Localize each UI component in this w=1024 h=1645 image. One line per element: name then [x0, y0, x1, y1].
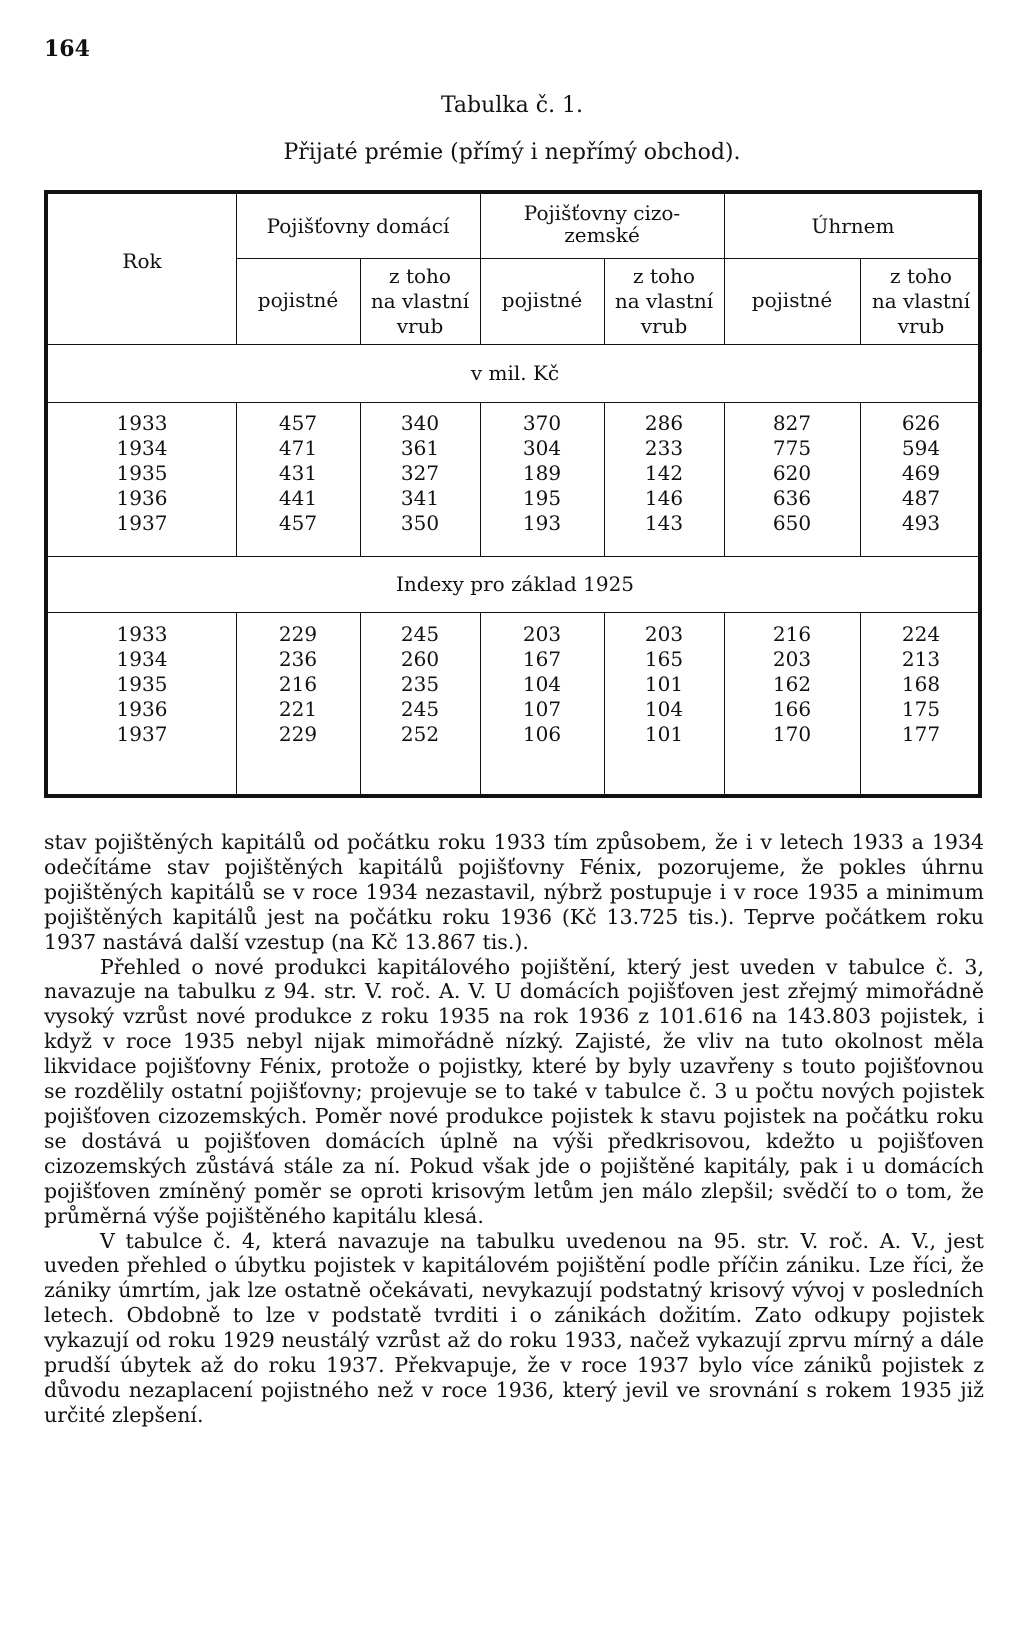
value-cell: 286: [644, 411, 684, 435]
value-cell: 177: [901, 722, 941, 746]
value-cell: 221: [278, 697, 318, 721]
value-cell: 245: [400, 622, 440, 646]
year-cell: 1935: [116, 672, 168, 696]
header-pojistne-3: pojistné: [751, 288, 833, 312]
value-cell: 167: [522, 647, 562, 671]
value-cell: 216: [278, 672, 318, 696]
value-cell: 213: [901, 647, 941, 671]
value-cell: 142: [644, 461, 684, 485]
value-cell: 252: [400, 722, 440, 746]
header-group-rule: [236, 258, 982, 259]
header-pojistne-1: pojistné: [257, 288, 339, 312]
value-cell: 104: [644, 697, 684, 721]
header-domestic: Pojišťovny domácí: [266, 214, 450, 238]
value-cell: 650: [772, 511, 812, 535]
value-cell: 636: [772, 486, 812, 510]
value-cell: 146: [644, 486, 684, 510]
value-cell: 304: [522, 436, 562, 460]
paragraph-3: V tabulce č. 4, která navazuje na tabulku uvedenou na 95. str. V. roč. A. V., jest uveden přehled o úbytku pojistek v kapitálovém pojištění podle příčin zániku. Lze říci, že zániky úmrtím, jak lze ostatně očekávati, nevykazují podstatný krisový vývoj v posledních letech. Obdobně to lze v podstatě tvrditi i o zánikách dožitím. Zato odkupy pojistek vykazují od roku 1929 neustálý vzrůst až do roku 1933, načež vykazují zprvu mírný a dále prudší úbytek až do roku 1937. Překvapuje, že v roce 1937 bylo více zániků pojistek z důvodu nezaplacení pojistného než v roce 1936, který jevil ve srovnání s rokem 1935 již určité zlepšení.: [44, 1228, 984, 1427]
page-number: 164: [44, 36, 90, 62]
value-cell: 229: [278, 722, 318, 746]
value-cell: 203: [644, 622, 684, 646]
table-subtitle: Přijaté prémie (přímý i nepřímý obchod).: [283, 140, 741, 165]
value-cell: 327: [400, 461, 440, 485]
header-total: Úhrnem: [811, 214, 895, 238]
value-cell: 168: [901, 672, 941, 696]
value-cell: 457: [278, 411, 318, 435]
body-text: [44, 830, 984, 1428]
header-ztoho-1: z toho na vlastní vrub: [370, 264, 470, 338]
value-cell: 189: [522, 461, 562, 485]
premium-table: [44, 190, 982, 798]
header-pojistne-2: pojistné: [501, 288, 583, 312]
year-cell: 1935: [116, 461, 168, 485]
year-cell: 1933: [116, 622, 168, 646]
year-cell: 1934: [116, 647, 168, 671]
unit-bottom-rule: [48, 402, 982, 403]
index-label: Indexy pro základ 1925: [395, 572, 635, 596]
year-cell: 1936: [116, 697, 168, 721]
value-cell: 626: [901, 411, 941, 435]
year-cell: 1933: [116, 411, 168, 435]
year-cell: 1937: [116, 722, 168, 746]
value-cell: 195: [522, 486, 562, 510]
value-cell: 775: [772, 436, 812, 460]
value-cell: 361: [400, 436, 440, 460]
section1-bottom-rule: [48, 556, 982, 557]
year-cell: 1937: [116, 511, 168, 535]
value-cell: 101: [644, 672, 684, 696]
value-cell: 203: [522, 622, 562, 646]
value-cell: 487: [901, 486, 941, 510]
value-cell: 193: [522, 511, 562, 535]
value-cell: 224: [901, 622, 941, 646]
value-cell: 471: [278, 436, 318, 460]
value-cell: 620: [772, 461, 812, 485]
table-title: Tabulka č. 1.: [440, 93, 584, 118]
value-cell: 203: [772, 647, 812, 671]
value-cell: 106: [522, 722, 562, 746]
value-cell: 340: [400, 411, 440, 435]
header-ztoho-2: z toho na vlastní vrub: [614, 264, 714, 338]
value-cell: 162: [772, 672, 812, 696]
value-cell: 260: [400, 647, 440, 671]
value-cell: 175: [901, 697, 941, 721]
value-cell: 469: [901, 461, 941, 485]
value-cell: 457: [278, 511, 318, 535]
value-cell: 245: [400, 697, 440, 721]
value-cell: 441: [278, 486, 318, 510]
value-cell: 341: [400, 486, 440, 510]
header-ztoho-3: z toho na vlastní vrub: [871, 264, 971, 338]
value-cell: 431: [278, 461, 318, 485]
index-bottom-rule: [48, 612, 982, 613]
value-cell: 493: [901, 511, 941, 535]
value-cell: 827: [772, 411, 812, 435]
value-cell: 236: [278, 647, 318, 671]
paragraph-2: Přehled o nové produkci kapitálového pojištění, který jest uveden v tabulce č. 3, navazuje na tabulku z 94. str. V. roč. A. V. U domácích pojišťoven jest zřejmý mimořádně vysoký vzrůst nové produkce z roku 1935 na rok 1936 z 101.616 na 143.803 pojistek, i když v roce 1935 nebyl nijak mimořádně nízký. Zajisté, že vliv na tuto okolnost měla likvidace pojišťovny Fénix, protože o pojistky, které by byly uzavřeny s touto pojišťovnou se rozdělily ostatní pojišťovny; projevuje se to také v tabulce č. 3 u počtu nových pojistek pojišťoven cizozemských. Poměr nové produkce pojistek k stavu pojistek na počátku roku se dostává u pojišťoven domácích úplně na výši předkrisovou, kdežto u pojišťoven cizozemských zůstává stále za ní. Pokud však jde o pojištěné kapitály, pak i u domácích pojišťoven zmíněný poměr se oproti krisovým letům jen málo zlepšil; svědčí to o tom, že průměrná výše pojištěného kapitálu klesá.: [44, 954, 984, 1228]
value-cell: 170: [772, 722, 812, 746]
header-bottom-rule: [48, 344, 982, 345]
value-cell: 370: [522, 411, 562, 435]
value-cell: 143: [644, 511, 684, 535]
value-cell: 216: [772, 622, 812, 646]
year-cell: 1936: [116, 486, 168, 510]
value-cell: 166: [772, 697, 812, 721]
value-cell: 229: [278, 622, 318, 646]
unit-label: v mil. Kč: [470, 361, 560, 385]
value-cell: 165: [644, 647, 684, 671]
value-cell: 233: [644, 436, 684, 460]
value-cell: 594: [901, 436, 941, 460]
value-cell: 235: [400, 672, 440, 696]
value-cell: 350: [400, 511, 440, 535]
paragraph-1: stav pojištěných kapitálů od počátku roku 1933 tím způsobem, že i v letech 1933 a 1934 odečítáme stav pojištěných kapitálů pojišťovny Fénix, pozorujeme, že pokles úhrnu pojištěných kapitálů se v roce 1934 nezastavil, nýbrž postupuje i v roce 1935 a minimum pojištěných kapitálů jest na počátku roku 1936 (Kč 13.725 tis.). Teprve počátkem roku 1937 nastává další vzestup (na Kč 13.867 tis.).: [44, 830, 984, 954]
value-cell: 107: [522, 697, 562, 721]
year-cell: 1934: [116, 436, 168, 460]
value-cell: 101: [644, 722, 684, 746]
value-cell: 104: [522, 672, 562, 696]
header-rok: Rok: [122, 249, 162, 273]
header-foreign: Pojišťovny cizo- zemské: [523, 201, 681, 247]
